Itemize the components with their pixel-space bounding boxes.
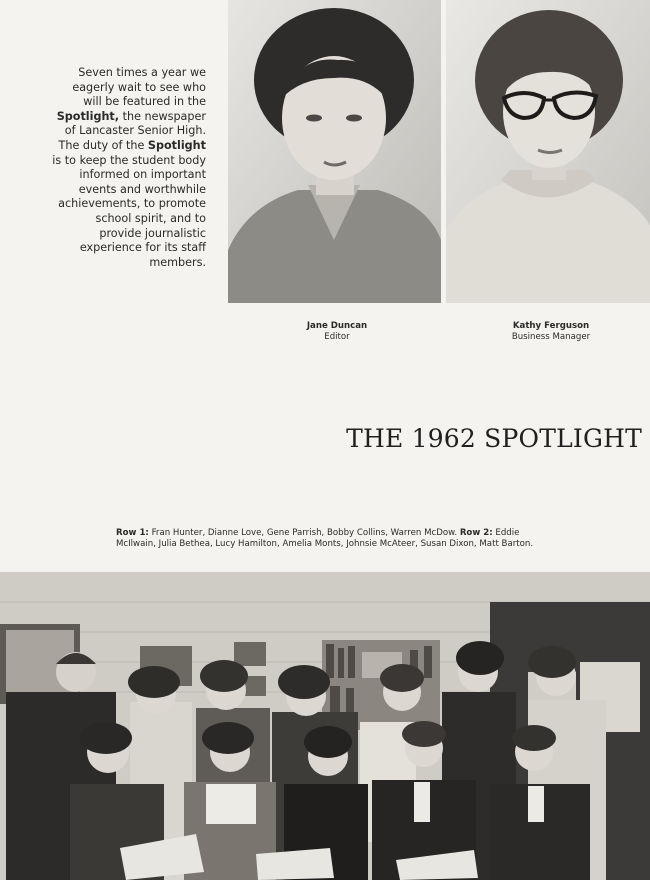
row1-names: Fran Hunter, Dianne Love, Gene Parrish, Bobby Collins, Warren McDow. [148, 528, 460, 538]
intro-text-2: the newspaper of Lancaster Senior High. The duty of the [58, 109, 206, 152]
staff-role: Editor [324, 332, 350, 342]
group-photo-caption [116, 528, 544, 550]
intro-text-1: Seven times a year we eagerly wait to see who will be featured in the [72, 66, 206, 109]
intro-bold-spotlight-1: Spotlight, [56, 109, 120, 123]
intro-bold-spotlight-2: Spotlight [147, 138, 206, 152]
portrait-photo-jane-duncan [228, 0, 441, 303]
staff-role: Business Manager [511, 332, 591, 342]
caption-jane-duncan [278, 321, 396, 343]
intro-paragraph [52, 66, 206, 270]
row2-names: Eddie McIlwain, Julia Bethea, Lucy Hamilton, Amelia Monts, Johnsie McAteer, Susan Dixon, Matt Barton. [116, 528, 534, 550]
group-photo-staff [0, 572, 650, 880]
intro-text-3: is to keep the student body informed on important events and worthwhile achievements, to promote school spirit, and to provide journalistic experience for its staff members. [52, 153, 206, 269]
row1-label: Row 1: [116, 528, 149, 538]
row2-label: Row 2: [459, 528, 493, 538]
staff-name: Jane Duncan [306, 321, 368, 331]
staff-name: Kathy Ferguson [512, 321, 590, 331]
portrait-photo-kathy-ferguson [446, 0, 650, 303]
page-title: THE 1962 SPOTLIGHT [346, 424, 642, 453]
caption-kathy-ferguson [492, 321, 610, 343]
